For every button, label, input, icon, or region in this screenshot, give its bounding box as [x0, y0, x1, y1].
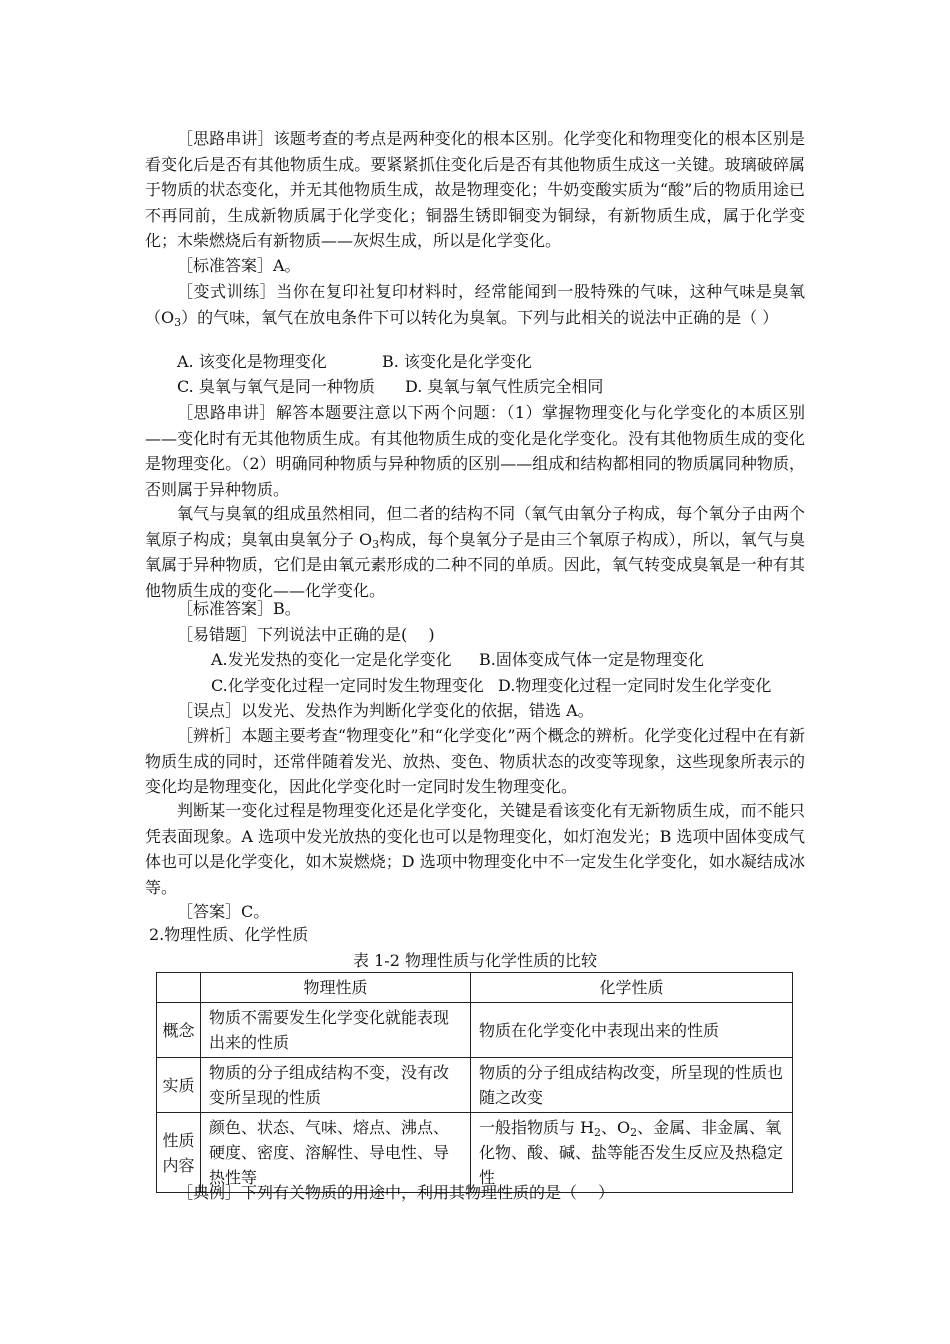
header-chemical: 化学性质 — [471, 973, 793, 1003]
table-header-row — [157, 973, 793, 1003]
essence-chemical: 物质的分子组成结构改变，所呈现的性质也随之改变 — [471, 1058, 793, 1113]
example-question: ［典例］下列有关物质的用途中，利用其物理性质的是（ ） — [177, 1183, 615, 1202]
easy-option-d: D.物理变化过程一定同时发生化学变化 — [498, 676, 772, 695]
variant-exercise — [145, 279, 805, 330]
table-caption: 表 1-2 物理性质与化学性质的比较 — [353, 951, 597, 970]
h2-subscript: 2 — [594, 1126, 602, 1139]
content-chemical-c: 、金属、非金属、氧化物、酸、碱、盐等能否发生反应及热稳定性 — [479, 1118, 784, 1187]
content-physical: 颜色、状态、气味、熔点、沸点、硬度、密度、溶解性、导电性、导热性等 — [201, 1113, 471, 1193]
variant-text-b: ）的气味，氧气在放电条件下可以转化为臭氧。下列与此相关的说法中正确的是（ ） — [181, 307, 779, 327]
content-chemical-a: 一般指物质与 H — [479, 1118, 595, 1137]
easy-option-c: C.化学变化过程一定同时发生物理变化 — [211, 676, 484, 695]
row-head-concept: 概念 — [157, 1003, 201, 1058]
o2-subscript: 2 — [630, 1126, 638, 1139]
discrimination-paragraph-2: 判断某一变化过程是物理变化还是化学变化，关键是看该变化有无新物质生成，而不能只凭表面现象。A 选项中发光放热的变化也可以是物理变化，如灯泡发光；B 选项中固体变成气体也可以是化学变化，如木炭燃烧；D 选项中物理变化中不一定发生化学变化，如水凝结成冰等。 — [145, 801, 805, 897]
answer-3: ［答案］C。 — [177, 902, 270, 921]
mistake-point: ［误点］以发光、发热作为判断化学变化的依据，错选 A。 — [177, 701, 594, 720]
easy-mistake-question: ［易错题］下列说法中正确的是( ) — [177, 625, 435, 644]
section-heading: 2.物理性质、化学性质 — [149, 925, 309, 944]
table-row — [157, 1003, 793, 1058]
standard-answer-2: ［标准答案］B。 — [177, 599, 301, 618]
variant-text-a: ［变式训练］当你在复印社复印材料时，经常能闻到一股特殊的气味，这种气味是臭氧（O — [145, 282, 805, 327]
row-head-essence: 实质 — [157, 1058, 201, 1113]
variant-subscript: 3 — [174, 315, 182, 329]
row-head-content: 性质内容 — [157, 1113, 201, 1193]
discrimination-paragraph-1: ［辨析］本题主要考查“物理变化”和“化学变化”两个概念的辨析。化学变化过程中在有新物质生成的同时，还常伴随着发光、放热、变色、物质状态的改变等现象，这些现象所表示的变化均是物理变化，因此化学变化时一定同时发生物理变化。 — [145, 726, 805, 796]
easy-option-a: A.发光发热的变化一定是化学变化 — [211, 650, 452, 669]
analysis-paragraph-2: ［思路串讲］解答本题要注意以下两个问题：（1）掌握物理变化与化学变化的本质区别——变化时有无其他物质生成。有其他物质生成的变化是化学变化。没有其他物质生成的变化是物理变化。（2）明确同种物质与异种物质的区别——组成和结构都相同的物质属同种物质，否则属于异种物质。 — [145, 403, 805, 499]
para3-text-a: 氧气与臭氧的组成虽然相同，但二者的结构不同（氧气由氧分子构成，每个氧分子由两个氧原子构成；臭氧由臭氧分子 O — [145, 504, 805, 549]
content-chemical-b: 、O — [601, 1118, 631, 1137]
variant-option-d: D. 臭氧与氧气性质完全相同 — [405, 377, 604, 396]
analysis-paragraph-3 — [145, 501, 805, 603]
table-row — [157, 1058, 793, 1113]
concept-chemical: 物质在化学变化中表现出来的性质 — [471, 1003, 793, 1058]
table-corner-cell — [157, 973, 201, 1003]
variant-option-b: B. 该变化是化学变化 — [382, 352, 532, 371]
standard-answer-1: ［标准答案］A。 — [177, 256, 301, 275]
variant-option-c: C. 臭氧与氧气是同一种物质 — [177, 377, 375, 396]
para3-subscript: 3 — [372, 537, 380, 551]
analysis-paragraph-1: ［思路串讲］该题考查的考点是两种变化的根本区别。化学变化和物理变化的根本区别是看变化后是否有其他物质生成。要紧紧抓住变化后是否有其他物质生成这一关键。玻璃破碎属于物质的状态变化，并无其他物质生成，故是物理变化；牛奶变酸实质为“酸”后的物质用途已不再同前，生成新物质属于化学变化；铜器生锈即铜变为铜绿，有新物质生成，属于化学变化；木柴燃烧后有新物质——灰烬生成，所以是化学变化。 — [145, 129, 805, 250]
header-physical: 物理性质 — [201, 973, 471, 1003]
essence-physical: 物质的分子组成结构不变，没有改变所呈现的性质 — [201, 1058, 471, 1113]
concept-physical: 物质不需要发生化学变化就能表现出来的性质 — [201, 1003, 471, 1058]
variant-option-a: A. 该变化是物理变化 — [177, 352, 327, 371]
easy-option-b: B.固体变成气体一定是物理变化 — [479, 650, 704, 669]
para3-text-b: 构成，每个臭氧分子是由三个氧原子构成），所以，氧气与臭氧属于异种物质，它们是由氧元素形成的二种不同的单质。因此，氧气转变成臭氧是一种有其他物质生成的变化——化学变化。 — [145, 529, 805, 600]
comparison-table — [156, 972, 793, 1193]
